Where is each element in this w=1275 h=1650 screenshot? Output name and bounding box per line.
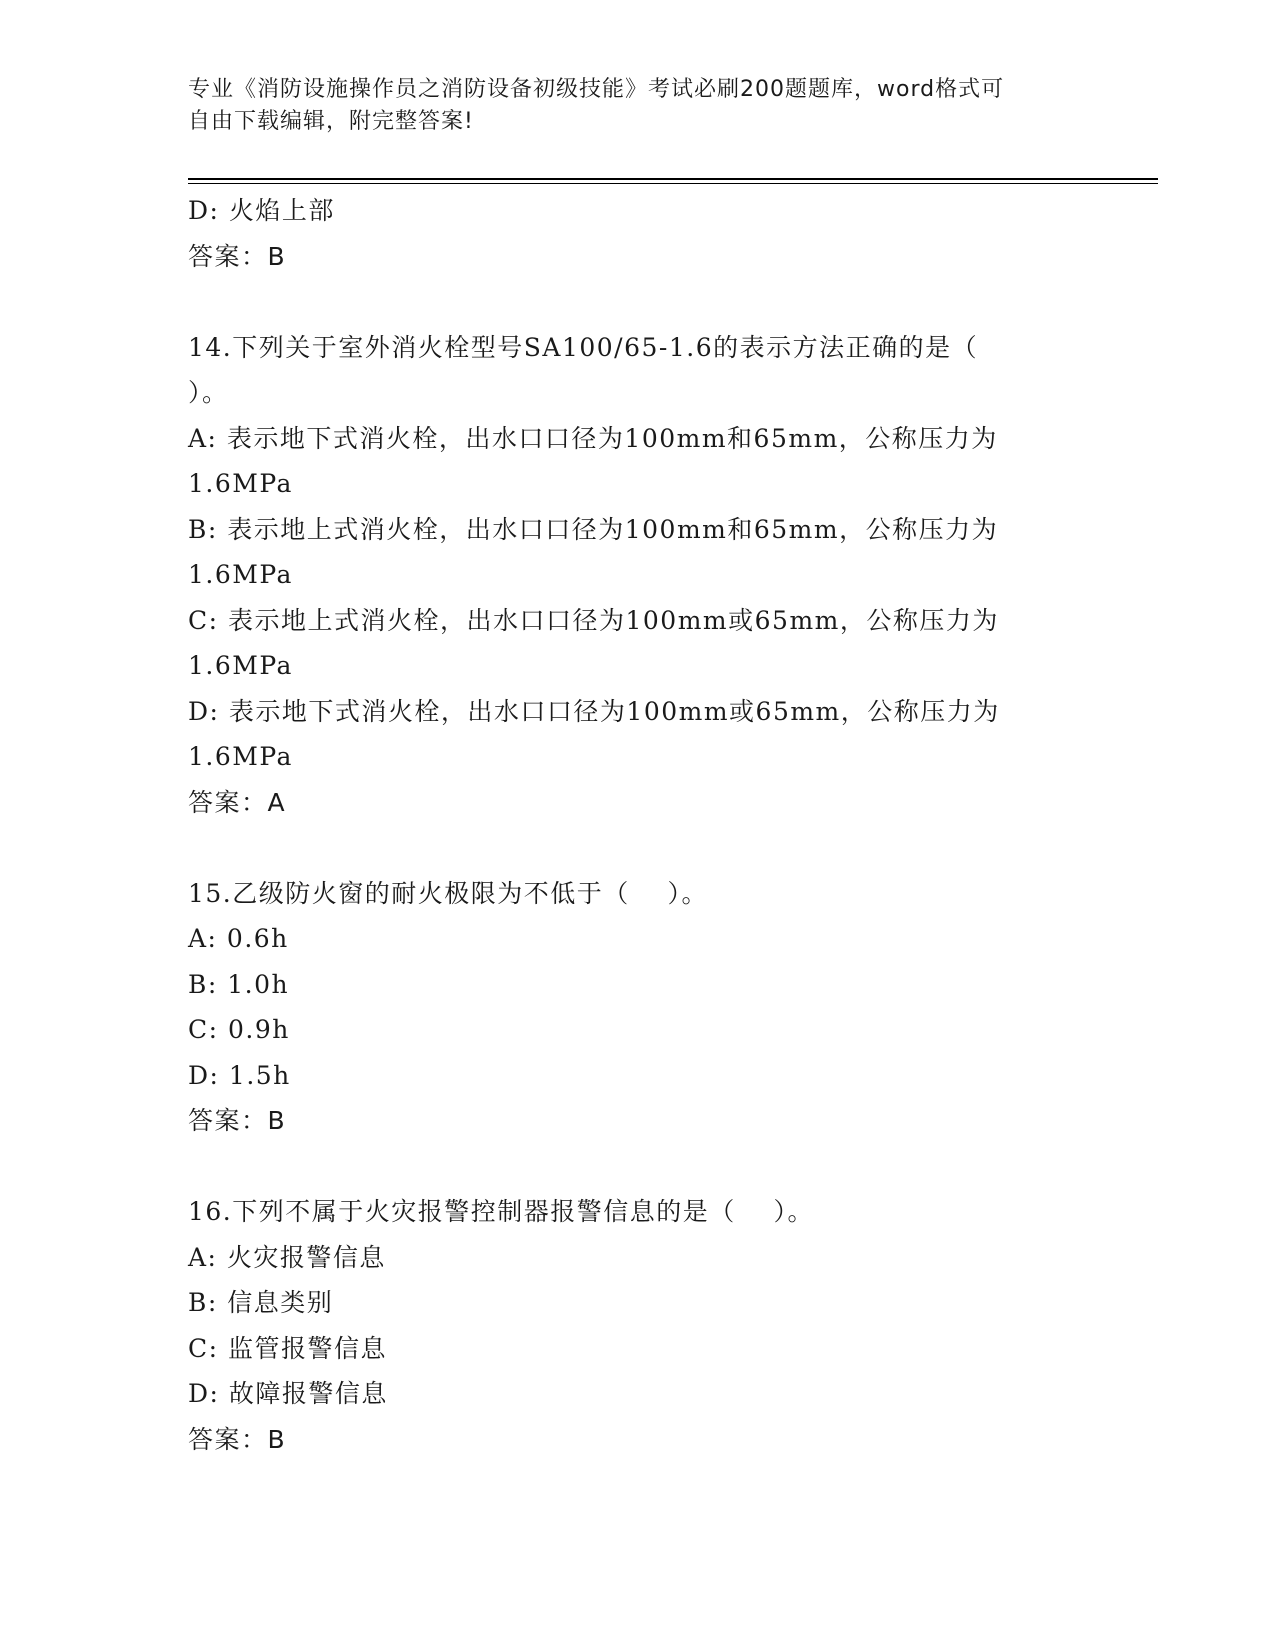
answer-line: 答案：B	[188, 1424, 287, 1454]
header-divider-thick	[188, 178, 1158, 180]
option-c: C: 监管报警信息	[188, 1333, 387, 1363]
question-14	[188, 325, 1088, 826]
question-16	[188, 1189, 1088, 1462]
question-content	[188, 188, 1088, 1462]
option-b: B: 信息类别	[188, 1288, 334, 1317]
option-b: B: 1.0h	[188, 969, 290, 999]
header-title-line-1: 专业《消防设施操作员之消防设备初级技能》考试必刷200题题库，word格式可	[188, 77, 1005, 102]
previous-question-tail	[188, 188, 1088, 279]
question-text: 14.下列关于室外消火栓型号SA100/65-1.6的表示方法正确的是（ ）。	[188, 332, 1016, 407]
question-text: 16.下列不属于火灾报警控制器报警信息的是（ ）。	[188, 1197, 815, 1226]
option-d: D: 1.5h	[188, 1060, 291, 1090]
document-header	[188, 74, 1088, 138]
option-b: B: 表示地上式消火栓，出水口口径为100mm和65mm，公称压力为1.6MPa	[188, 514, 999, 589]
header-divider-thin	[188, 183, 1158, 184]
option-d: D: 表示地下式消火栓，出水口口径为100mm或65mm，公称压力为1.6MPa	[188, 696, 1000, 771]
answer-line: 答案：B	[188, 1106, 287, 1135]
spacer	[188, 1144, 1088, 1190]
spacer	[188, 825, 1088, 871]
option-d: D: 火焰上部	[188, 196, 335, 225]
option-a: A: 0.6h	[188, 924, 289, 953]
option-d: D: 故障报警信息	[188, 1379, 388, 1408]
option-c: C: 0.9h	[188, 1015, 290, 1044]
question-text: 15.乙级防火窗的耐火极限为不低于（ ）。	[188, 878, 709, 908]
header-title-line-2: 自由下载编辑，附完整答案!	[188, 109, 474, 134]
spacer	[188, 279, 1088, 325]
option-a: A: 火灾报警信息	[188, 1242, 386, 1272]
answer-line: 答案：A	[188, 787, 287, 817]
option-a: A: 表示地下式消火栓，出水口口径为100mm和65mm，公称压力为1.6MPa	[188, 423, 998, 498]
answer-line: 答案：B	[188, 241, 287, 271]
option-c: C: 表示地上式消火栓，出水口口径为100mm或65mm，公称压力为1.6MPa	[188, 605, 999, 680]
question-15	[188, 871, 1088, 1144]
